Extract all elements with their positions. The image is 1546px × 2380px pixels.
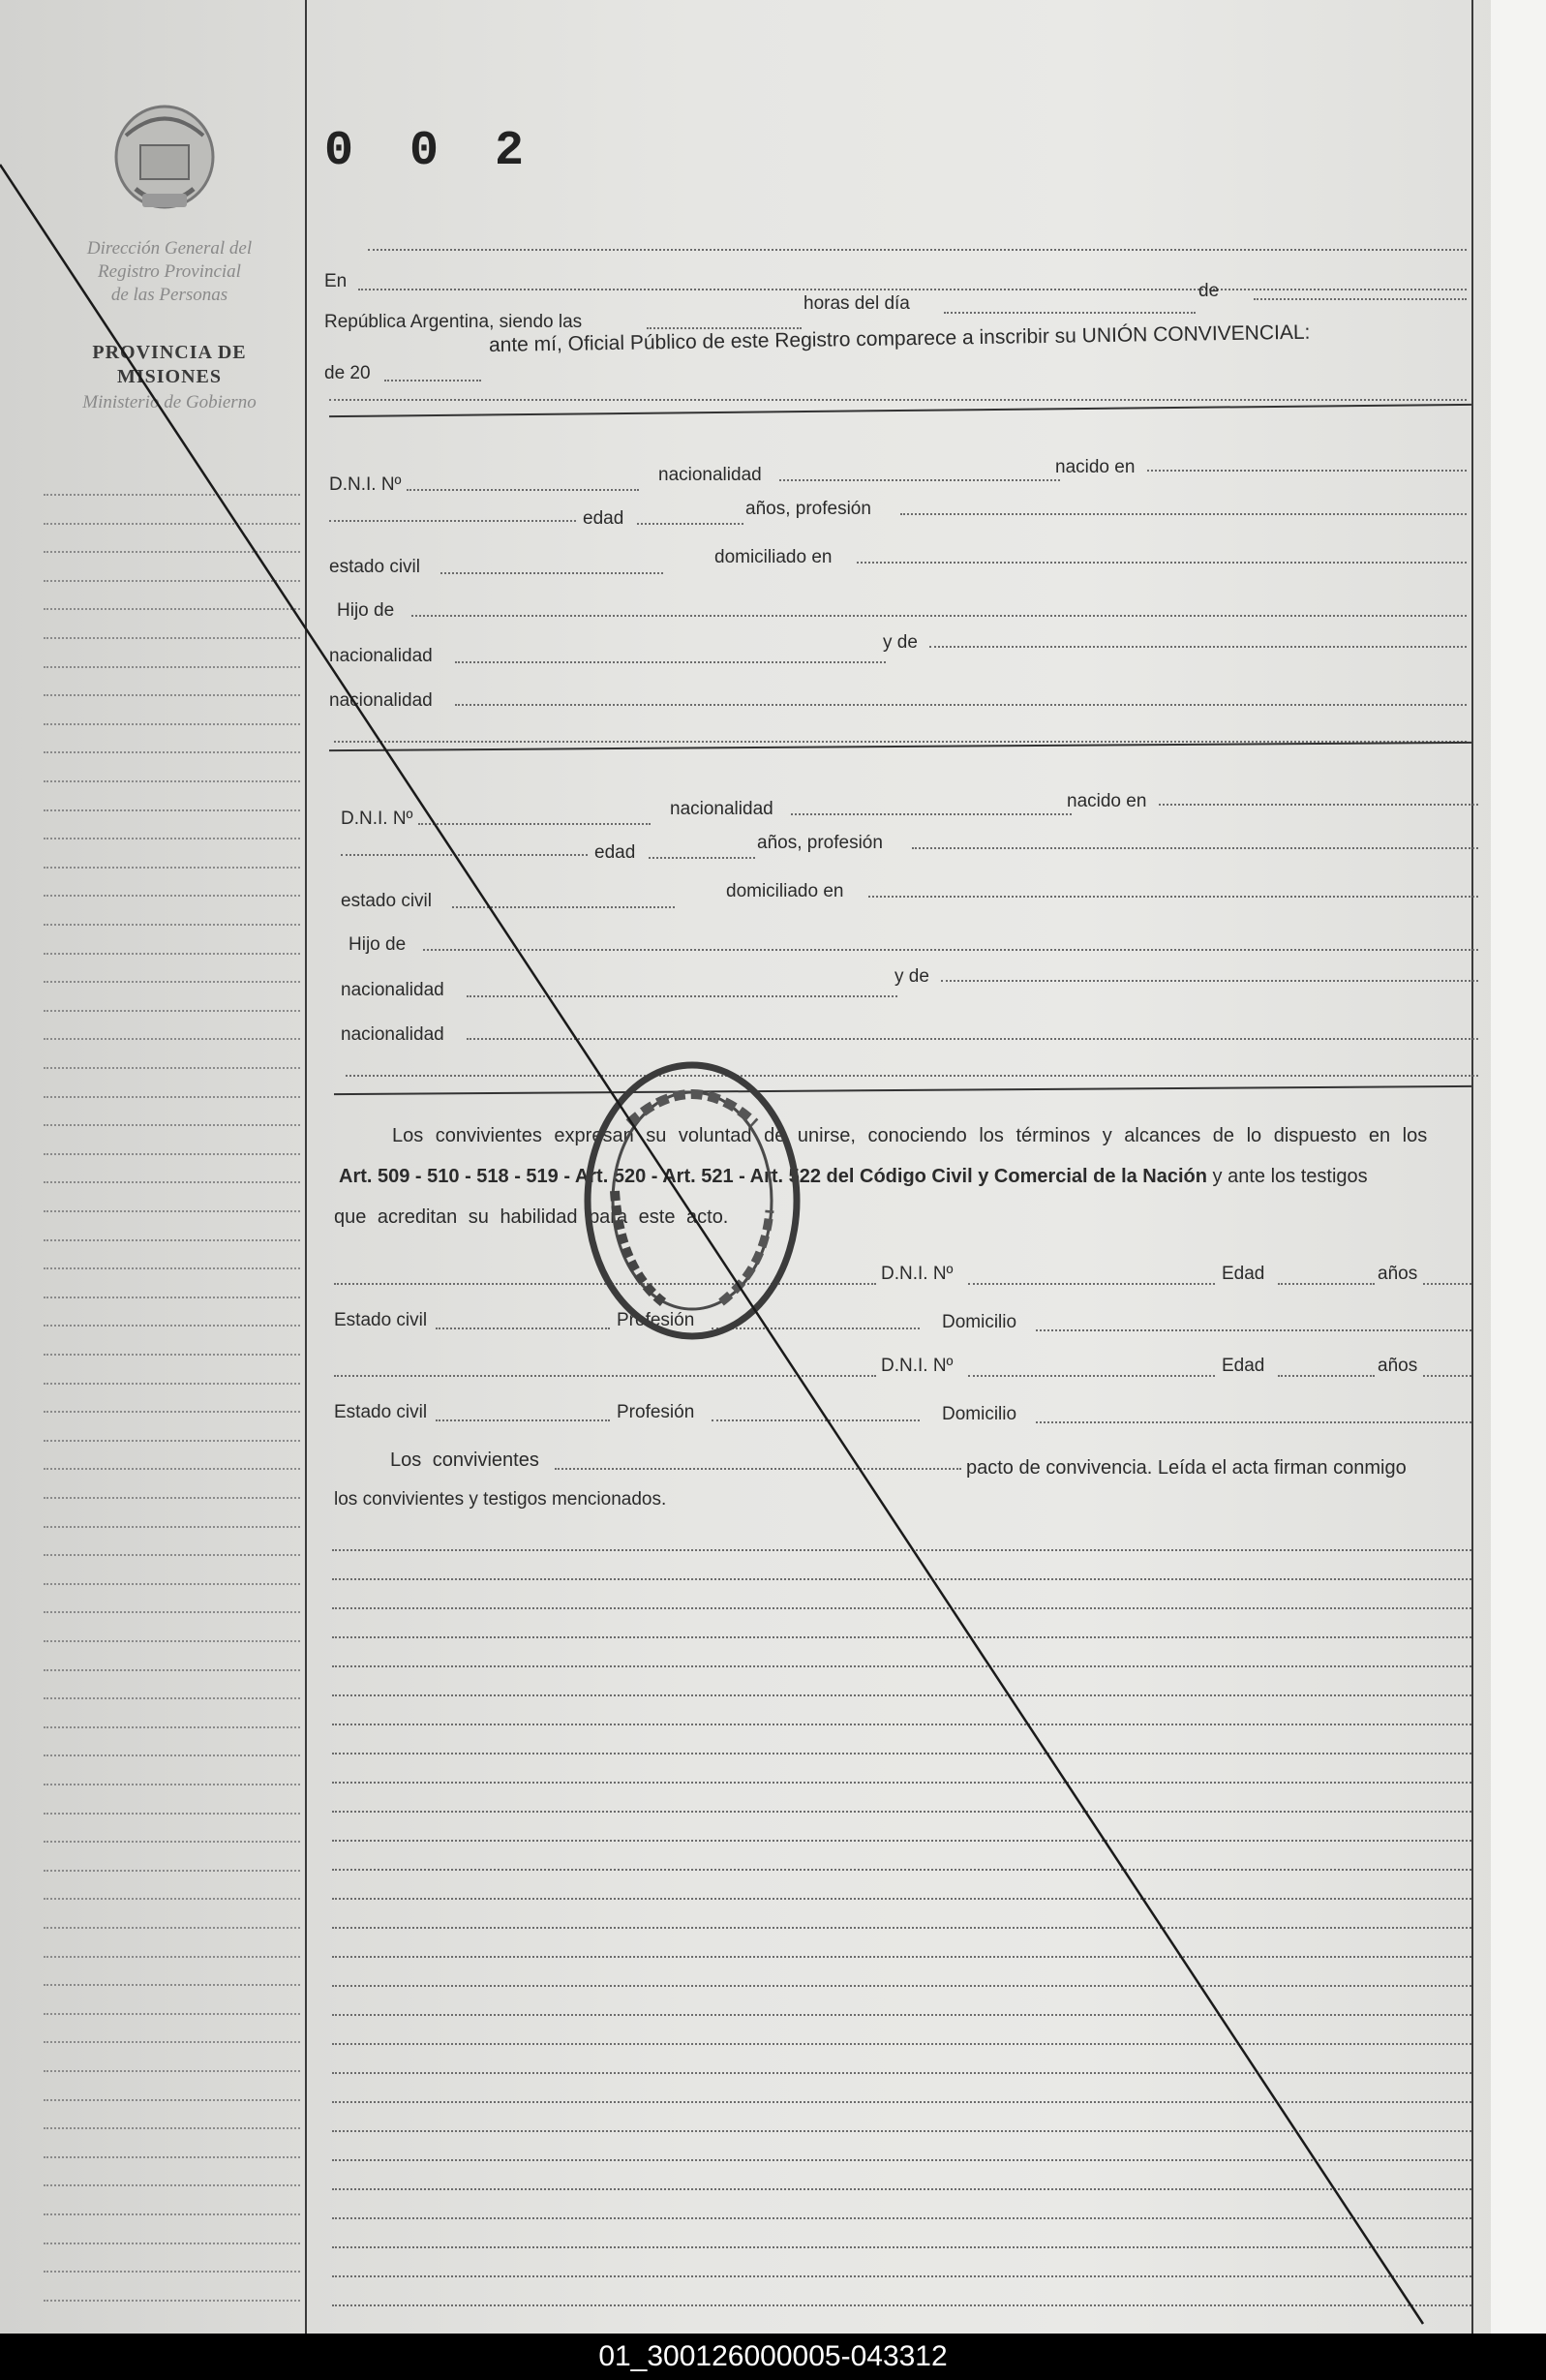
field-label-nacionalidad2: nacionalidad (329, 646, 433, 666)
field-label-nacido-en: nacido en (1067, 791, 1147, 811)
declaration-line-2-rest: y ante los testigos (1212, 1166, 1368, 1187)
witness-label-edad: Edad (1222, 1264, 1265, 1284)
witness-label-profesion: Profesión (617, 1402, 695, 1422)
declaration-line-3: que acreditan su habilidad para este acto. (334, 1206, 729, 1228)
witness-label-dni: D.N.I. Nº (881, 1356, 954, 1376)
field-label-nacionalidad: nacionalidad (658, 465, 762, 485)
field-label-hijo-de: Hijo de (337, 600, 395, 621)
witness-label-estado-civil: Estado civil (334, 1310, 428, 1330)
document-code-footer: 01_300126000005-043312 (0, 2334, 1546, 2380)
intro-horas-label: horas del día (803, 293, 910, 314)
witness-label-dni: D.N.I. Nº (881, 1264, 954, 1284)
field-label-domiciliado-en: domiciliado en (714, 547, 833, 567)
institution-line-2: Registro Provincial (98, 261, 241, 282)
field-label-y-de: y de (883, 632, 918, 653)
field-label-nacionalidad: nacionalidad (670, 799, 773, 819)
institution-line-3: de las Personas (110, 285, 228, 305)
witness-label-anos: años (1378, 1264, 1418, 1284)
closing-convivientes-label: Los convivientes (390, 1449, 539, 1471)
field-label-nacionalidad3: nacionalidad (329, 690, 433, 711)
intro-en-label: En (324, 271, 348, 291)
document-number: 0 0 2 (324, 124, 538, 179)
field-label-anos-profesion: años, profesión (745, 499, 871, 519)
field-label-anos-profesion: años, profesión (757, 833, 883, 853)
witness-label-edad: Edad (1222, 1356, 1265, 1376)
field-label-nacido-en: nacido en (1055, 457, 1136, 477)
witness-label-domicilio: Domicilio (942, 1312, 1017, 1332)
witness-label-domicilio: Domicilio (942, 1404, 1017, 1424)
field-label-edad: edad (583, 508, 624, 529)
field-label-hijo-de: Hijo de (349, 934, 407, 955)
field-label-edad: edad (594, 842, 636, 863)
intro-ano-label: de 20 (324, 363, 371, 383)
intro-de-label: de (1198, 281, 1220, 301)
field-label-dni: D.N.I. Nº (341, 809, 413, 829)
closing-pacto-text: pacto de convivencia. Leída el acta firman conmigo (966, 1457, 1407, 1479)
closing-line-2: los convivientes y testigos mencionados. (334, 1489, 667, 1510)
civil-code-articles: Art. 509 - 510 - 518 - 519 - Art. 520 - Art. 521 - Art. 522 del Código Civil y Comercial de la Nación (339, 1166, 1207, 1187)
ministry-name: Ministerio de Gobierno (82, 392, 257, 412)
witness-label-anos: años (1378, 1356, 1418, 1376)
field-label-dni: D.N.I. Nº (329, 474, 402, 495)
field-label-y-de: y de (894, 966, 929, 987)
field-label-domiciliado-en: domiciliado en (726, 881, 844, 901)
province-line-1: PROVINCIA DE (92, 342, 247, 363)
witness-label-profesion: Profesión (617, 1310, 695, 1330)
declaration-line-1: Los convivientes expresan su voluntad de unirse, conociendo los términos y alcances de lo dispuesto en los (392, 1125, 1428, 1146)
field-label-nacionalidad2: nacionalidad (341, 980, 444, 1000)
institution-line-1: Dirección General del (86, 238, 253, 259)
intro-siendo-label: República Argentina, siendo las (324, 312, 583, 332)
intro-comparece-text: ante mí, Oficial Público de este Registro comparece a inscribir su UNIÓN CONVIVENCIAL: (488, 320, 1311, 356)
field-label-nacionalidad3: nacionalidad (341, 1024, 444, 1045)
province-line-2: MISIONES (116, 366, 223, 387)
field-label-estado-civil: estado civil (329, 557, 420, 577)
witness-label-estado-civil: Estado civil (334, 1402, 428, 1422)
field-label-estado-civil: estado civil (341, 891, 432, 911)
